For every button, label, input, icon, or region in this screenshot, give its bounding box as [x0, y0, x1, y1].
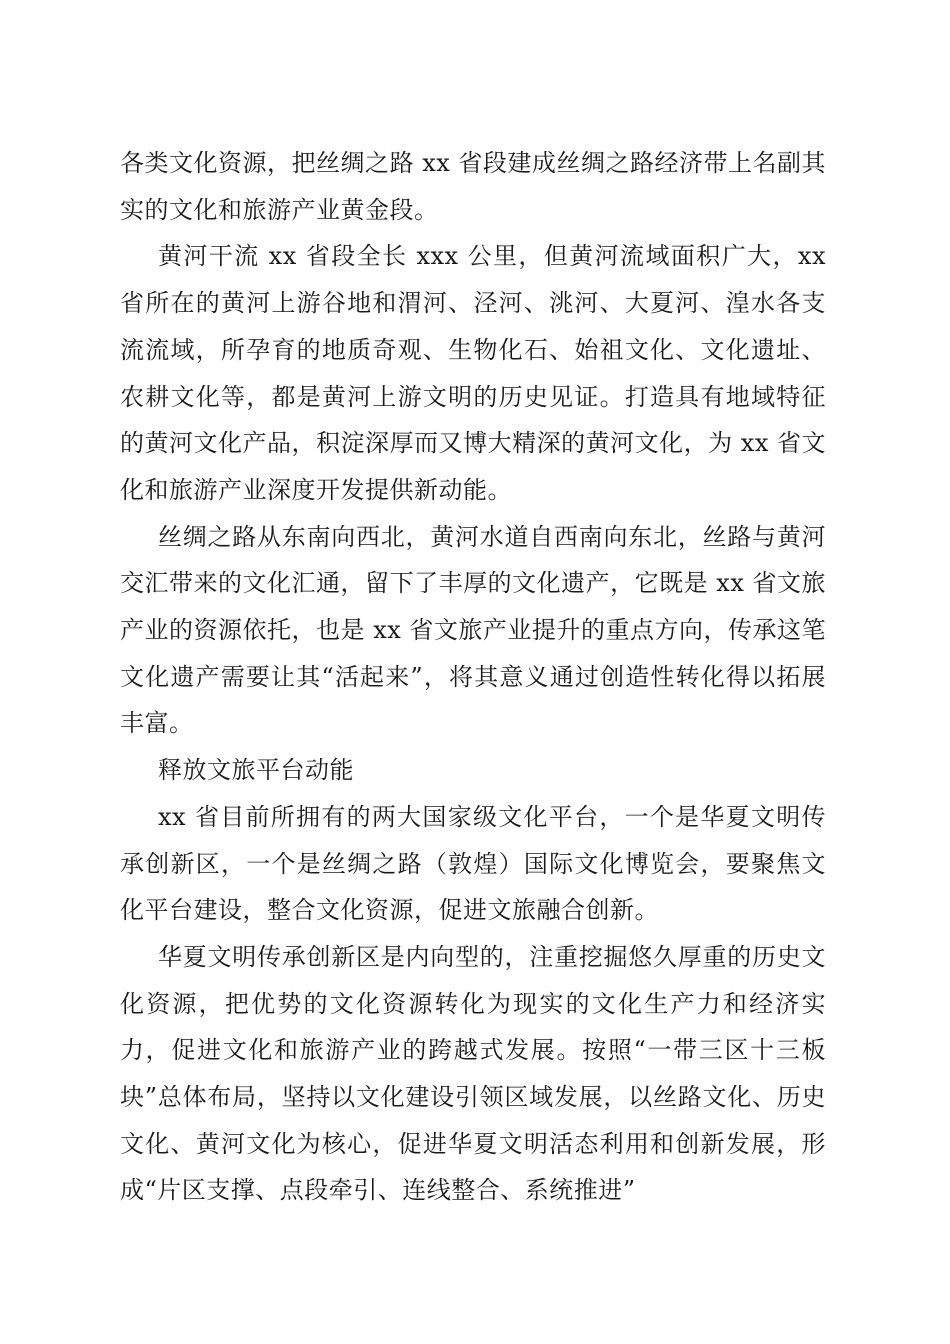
- section-heading: 释放文旅平台动能: [158, 756, 354, 785]
- paragraph-yellow-river: 黄河干流 xx 省段全长 xxx 公里，但黄河流域面积广大，xx 省所在的黄河上游谷地和渭河、泾河、洮河、大夏河、湟水各支流流域，所孕育的地质奇观、生物化石、始祖文化、文化遗址、农耕文化等，都是黄河上游文明的历史见证。打造具有地域特征的黄河文化产品，积淀深厚而又博大精深的黄河文化，为 xx 省文化和旅游产业深度开发提供新动能。: [120, 242, 826, 504]
- document-body: [120, 140, 826, 1214]
- paragraph-continuation: 各类文化资源，把丝绸之路 xx 省段建成丝绸之路经济带上名副其实的文化和旅游产业黄金段。: [120, 149, 826, 224]
- paragraph-cultural-platforms: xx 省目前所拥有的两大国家级文化平台，一个是华夏文明传承创新区，一个是丝绸之路（敦煌）国际文化博览会，要聚焦文化平台建设，整合文化资源，促进文旅融合创新。: [120, 802, 826, 925]
- paragraph-innovation-zone: 华夏文明传承创新区是内向型的，注重挖掘悠久厚重的历史文化资源，把优势的文化资源转化为现实的文化生产力和经济实力，促进文化和旅游产业的跨越式发展。按照“一带三区十三板块”总体布局，坚持以文化建设引领区域发展，以丝路文化、历史文化、黄河文化为核心，促进华夏文明活态利用和创新发展，形成“片区支撑、点段牵引、连线整合、系统推进”: [120, 942, 826, 1205]
- paragraph-silk-road-heritage: 丝绸之路从东南向西北，黄河水道自西南向东北，丝路与黄河交汇带来的文化汇通，留下了丰厚的文化遗产，它既是 xx 省文旅产业的资源依托，也是 xx 省文旅产业提升的重点方向，传承这笔文化遗产需要让其“活起来”，将其意义通过创造性转化得以拓展丰富。: [120, 522, 826, 738]
